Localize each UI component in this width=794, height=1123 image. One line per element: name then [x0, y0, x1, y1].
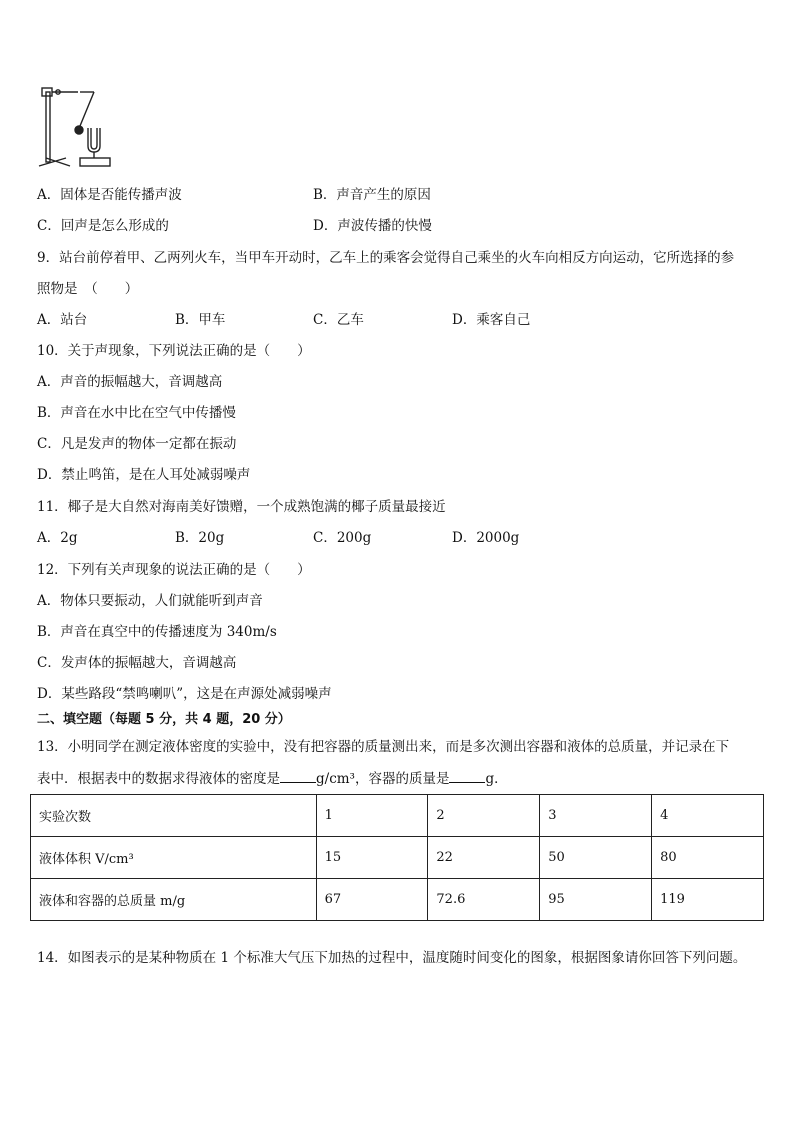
q9-option-d: D．乘客自己 — [452, 312, 531, 328]
table-header-cell: 3 — [540, 795, 652, 837]
q14-stem: 14．如图表示的是某种物质在 1 个标准大气压下加热的过程中，温度随时间变化的图象，根据图象请你回答下列问题。 — [37, 950, 747, 966]
table-cell: 72.6 — [428, 879, 540, 921]
q12-option-b: B．声音在真空中的传播速度为 340m/s — [37, 624, 277, 640]
table-row — [31, 879, 764, 921]
q10-option-d: D．禁止鸣笛，是在人耳处减弱噪声 — [37, 467, 251, 483]
q11-option-b: B．20g — [175, 530, 225, 546]
q10-stem: 10．关于声现象，下列说法正确的是（ ） — [37, 343, 311, 359]
q9-option-c: C．乙车 — [313, 312, 364, 328]
table-cell: 119 — [652, 879, 764, 921]
q10-option-a: A．声音的振幅越大，音调越高 — [37, 374, 223, 390]
table-cell: 15 — [316, 837, 428, 879]
table-row-label: 液体和容器的总质量 m/g — [31, 879, 317, 921]
q13-stem-line2 — [37, 769, 508, 788]
q12-option-a: A．物体只要振动，人们就能听到声音 — [37, 593, 263, 609]
table-cell: 22 — [428, 837, 540, 879]
table-row — [31, 837, 764, 879]
table-row-label: 液体体积 V/cm³ — [31, 837, 317, 879]
table-cell: 80 — [652, 837, 764, 879]
stand-pendulum-tuning-fork-icon — [36, 82, 116, 172]
section-heading-fill-in: 二、填空题（每题 5 分，共 4 题，20 分） — [37, 712, 291, 727]
q8-option-c: C．回声是怎么形成的 — [37, 218, 169, 234]
table-header-cell: 实验次数 — [31, 795, 317, 837]
q11-option-c: C．200g — [313, 530, 372, 546]
q8-option-a: A．固体是否能传播声波 — [37, 187, 182, 203]
container-mass-answer-blank[interactable] — [449, 769, 485, 783]
q11-stem: 11．椰子是大自然对海南美好馈赠，一个成熟饱满的椰子质量最接近 — [37, 499, 446, 515]
q8-option-b: B．声音产生的原因 — [313, 187, 431, 203]
q9-option-a: A．站台 — [37, 312, 88, 328]
q9-option-b: B．甲车 — [175, 312, 226, 328]
q13-text-part2: g/cm³，容器的质量是 — [316, 771, 450, 787]
q11-option-a: A．2g — [37, 530, 78, 546]
table-cell: 50 — [540, 837, 652, 879]
q13-text-part3: g． — [485, 771, 508, 787]
q9-stem-line2: 照物是 （ ） — [37, 281, 139, 297]
q11-option-d: D．2000g — [452, 530, 520, 546]
q9-stem-line1: 9．站台前停着甲、乙两列火车，当甲车开动时，乙车上的乘客会觉得自己乘坐的火车向相反方向运动，它所选择的参 — [37, 250, 735, 266]
table-header-cell: 2 — [428, 795, 540, 837]
experiment-data-table — [30, 794, 764, 921]
q8-option-d: D．声波传播的快慢 — [313, 218, 432, 234]
table-row — [31, 795, 764, 837]
q12-stem: 12．下列有关声现象的说法正确的是（ ） — [37, 562, 311, 578]
table-cell: 95 — [540, 879, 652, 921]
density-answer-blank[interactable] — [280, 769, 316, 783]
table-header-cell: 1 — [316, 795, 428, 837]
q13-stem-line1: 13．小明同学在测定液体密度的实验中，没有把容器的质量测出来，而是多次测出容器和液体的总质量，并记录在下 — [37, 739, 730, 755]
table-cell: 67 — [316, 879, 428, 921]
q10-option-c: C．凡是发声的物体一定都在振动 — [37, 436, 237, 452]
q10-option-b: B．声音在水中比在空气中传播慢 — [37, 405, 236, 421]
table-header-cell: 4 — [652, 795, 764, 837]
q12-option-d: D．某些路段“禁鸣喇叭”，这是在声源处减弱噪声 — [37, 686, 332, 702]
q13-text-part1: 表中．根据表中的数据求得液体的密度是 — [37, 771, 280, 787]
q12-option-c: C．发声体的振幅越大，音调越高 — [37, 655, 237, 671]
